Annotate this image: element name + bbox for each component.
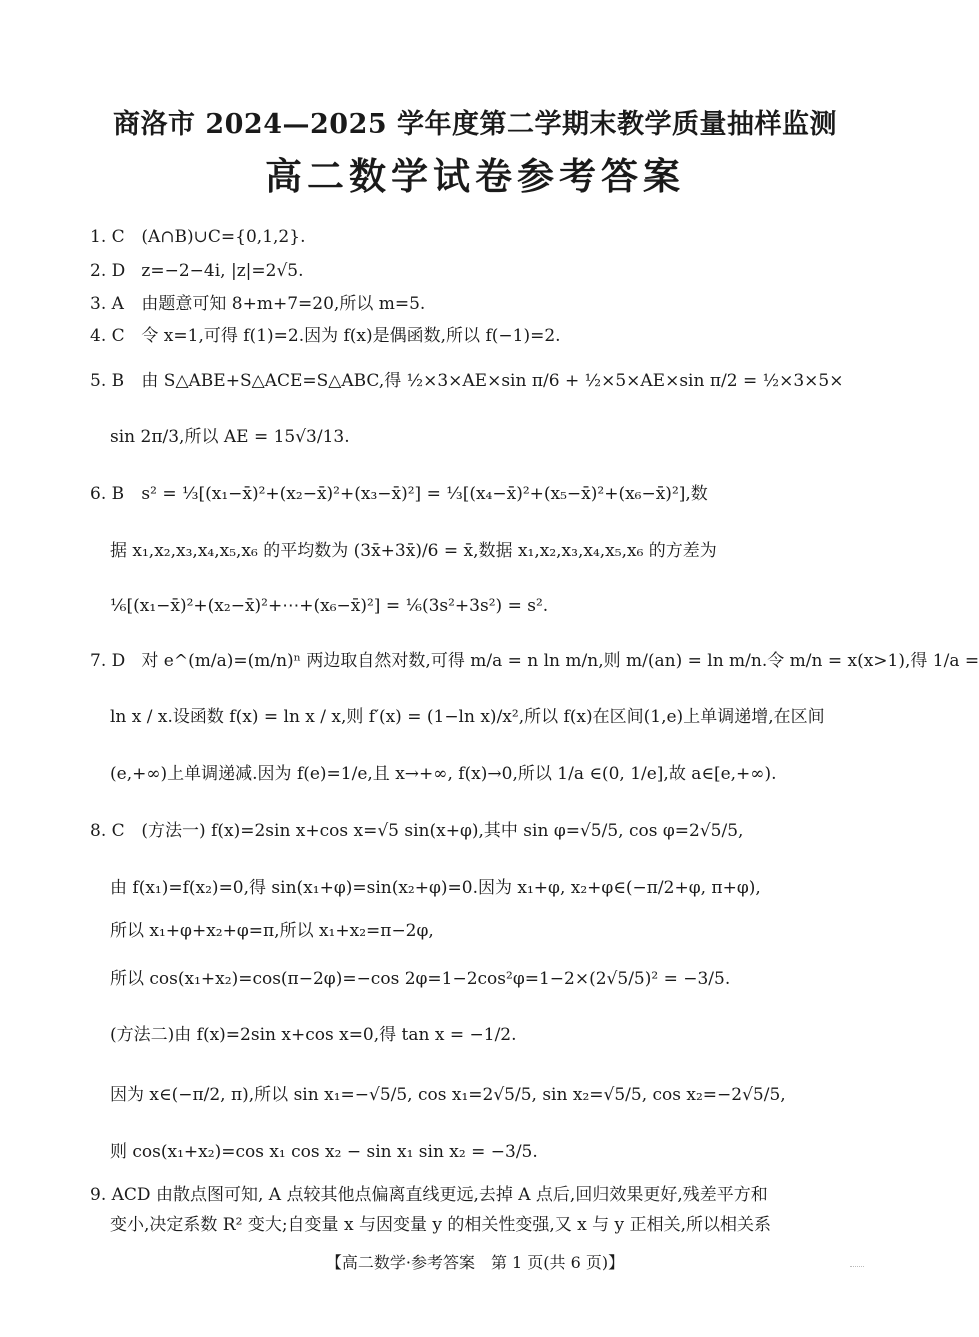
page-footer: 【高二数学·参考答案 第 1 页(共 6 页)】 bbox=[325, 1253, 625, 1272]
answer-label: 7. D bbox=[90, 651, 126, 671]
answer-5-continued: sin 2π/3,所以 AE = 15√3/13. bbox=[110, 427, 350, 447]
answer-text: (方法一) f(x)=2sin x+cos x=√5 sin(x+φ),其中 sin φ=√5/5, cos φ=2√5/5, bbox=[141, 821, 744, 841]
answer-label: 8. C bbox=[90, 821, 125, 841]
answer-8-continued: 因为 x∈(−π/2, π),所以 sin x₁=−√5/5, cos x₁=2√5/5, sin x₂=√5/5, cos x₂=−2√5/5, bbox=[110, 1085, 786, 1105]
answer-text: s² = ⅓[(x₁−x̄)²+(x₂−x̄)²+(x₃−x̄)²] = ⅓[(x₄−x̄)²+(x₅−x̄)²+(x₆−x̄)²],数 bbox=[141, 484, 708, 504]
answer-8-continued: 所以 cos(x₁+x₂)=cos(π−2φ)=−cos 2φ=1−2cos²φ=1−2×(2√5/5)² = −3/5. bbox=[110, 969, 731, 989]
answer-label: 2. D bbox=[90, 261, 126, 281]
answer-6 bbox=[90, 481, 865, 507]
answer-text: 由题意可知 8+m+7=20,所以 m=5. bbox=[141, 294, 426, 314]
answer-8-continued: 由 f(x₁)=f(x₂)=0,得 sin(x₁+φ)=sin(x₂+φ)=0.因为 x₁+φ, x₂+φ∈(−π/2+φ, π+φ), bbox=[110, 878, 761, 898]
answer-9 bbox=[90, 1182, 865, 1208]
answer-4 bbox=[90, 323, 865, 349]
answer-7 bbox=[90, 648, 979, 674]
answer-3 bbox=[90, 291, 865, 317]
answer-label: 1. C bbox=[90, 227, 125, 247]
answer-text: 对 e^(m/a)=(m/n)ⁿ 两边取自然对数,可得 m/a = n ln m/n,则 m/(an) = ln m/n.令 m/n = x(x>1),得 1/a = bbox=[141, 651, 979, 671]
document-title: 高二数学试卷参考答案 bbox=[265, 154, 685, 198]
answer-8-continued: 所以 x₁+φ+x₂+φ=π,所以 x₁+x₂=π−2φ, bbox=[110, 921, 434, 941]
answer-7-continued: ln x / x.设函数 f(x) = ln x / x,则 f′(x) = (1−ln x)/x²,所以 f(x)在区间(1,e)上单调递增,在区间 bbox=[110, 707, 825, 727]
answer-label: 9. ACD bbox=[90, 1185, 151, 1205]
answer-2 bbox=[90, 258, 865, 284]
answer-5 bbox=[90, 368, 865, 394]
answer-label: 6. B bbox=[90, 484, 125, 504]
answer-label: 3. A bbox=[90, 294, 124, 314]
answer-9-continued: 变小,决定系数 R² 变大;自变量 x 与因变量 y 的相关性变强,又 x 与 y 正相关,所以相关系 bbox=[110, 1215, 771, 1235]
answer-text: z=−2−4i, |z|=2√5. bbox=[141, 261, 304, 281]
answer-6-continued: ⅙[(x₁−x̄)²+(x₂−x̄)²+⋯+(x₆−x̄)²] = ⅙(3s²+3s²) = s². bbox=[110, 596, 549, 616]
answer-7-continued: (e,+∞)上单调递减.因为 f(e)=1/e,且 x→+∞, f(x)→0,所以 1/a ∈(0, 1/e],故 a∈[e,+∞). bbox=[110, 764, 777, 784]
answer-label: 4. C bbox=[90, 326, 125, 346]
answer-1 bbox=[90, 224, 865, 250]
answer-text: (A∩B)∪C={0,1,2}. bbox=[141, 227, 306, 247]
answer-8 bbox=[90, 818, 865, 844]
scan-mark bbox=[850, 1266, 864, 1268]
answer-6-continued: 据 x₁,x₂,x₃,x₄,x₅,x₆ 的平均数为 (3x̄+3x̄)/6 = x̄,数据 x₁,x₂,x₃,x₄,x₅,x₆ 的方差为 bbox=[110, 541, 717, 561]
exam-title: 商洛市 2024—2025 学年度第二学期末教学质量抽样监测 bbox=[112, 109, 838, 140]
answer-text: 由散点图可知, A 点较其他点偏离直线更远,去掉 A 点后,回归效果更好,残差平方和 bbox=[155, 1185, 768, 1205]
answer-8-continued: (方法二)由 f(x)=2sin x+cos x=0,得 tan x = −1/2. bbox=[110, 1025, 517, 1045]
answer-label: 5. B bbox=[90, 371, 125, 391]
answer-text: 由 S△ABE+S△ACE=S△ABC,得 ½×3×AE×sin π/6 + ½×5×AE×sin π/2 = ½×3×5× bbox=[141, 371, 844, 391]
answer-text: 令 x=1,可得 f(1)=2.因为 f(x)是偶函数,所以 f(−1)=2. bbox=[141, 326, 561, 346]
answer-8-continued: 则 cos(x₁+x₂)=cos x₁ cos x₂ − sin x₁ sin x₂ = −3/5. bbox=[110, 1142, 538, 1162]
